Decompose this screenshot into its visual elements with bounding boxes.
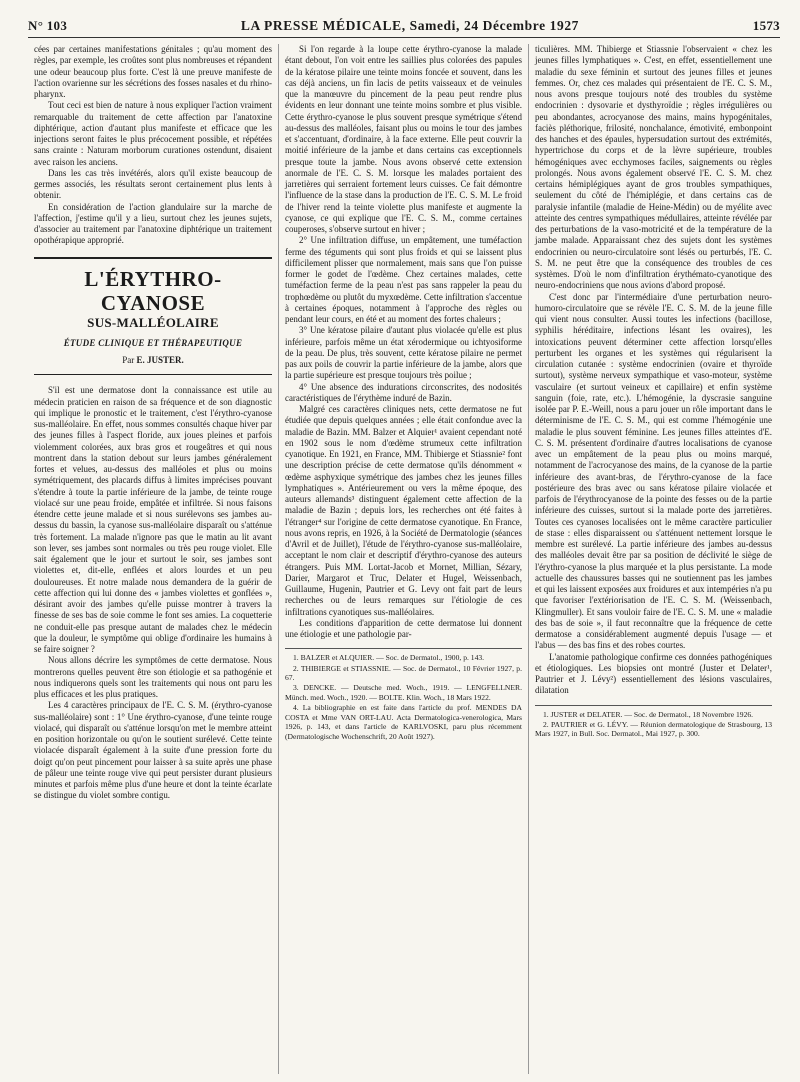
paragraph: Malgré ces caractères cliniques nets, cette dermatose ne fut étudiée que depuis quelques années ; elle était confondue avec la maladie de Bazin. MM. Balzer et Alquier¹ avaient cependant noté en 1902 sous le nom d'œdème strumeux cette infiltration cyanotique. En 1921, en France, MM. Thibierge et Stiassnie² font une description précise de cette dermatose qu'ils dénomment « œdème asphyxique symétrique des jambes chez les jeunes filles lymphatiques ». Antérieurement ou vers la même époque, des auteurs allemands³ distinguent également cette affection de la maladie de Bazin ; depuis lors, les recherches ont été faites à l'étranger⁴ sur l'origine de cette dermatose cyanotique. En France, nous avons repris, en 1926, à la Société de Dermatologie (séances d'Avril et de Juillet), l'étude de l'érythro-cyanose sus-malléolaire, acceptant le nom clair et descriptif d'érythro-cyanose des auteurs étrangers. Puis MM. Lortat-Jacob et Mornet, Millian, Sézary, Darier, Margarot et Truc, Delater et Hugel, Weissenbach, Guillaume, Hugenin, Pautrier et G. Levy ont fait part de leurs recherches ou de leurs remarques sur l'étiologie de ces infiltrations cyanotiques sus-malléolaires.: [285, 404, 522, 617]
footnote: 1. JUSTER et DELATER. — Soc. de Dermatol., 18 Novembre 1926.: [543, 709, 754, 719]
footnote: 2. THIBIERGE et STIASSNIE. — Soc. de Dermatol., 10 Février 1927, p. 67.: [285, 663, 522, 683]
footnotes: [285, 648, 522, 741]
byline-prefix: Par: [122, 355, 135, 365]
paragraph: L'anatomie pathologique confirme ces données pathogéniques et étiologiques. Les biopsies ont montré (Juster et Delater¹, Pautrier et J. Lévy²) essentiellement des lésions vasculaires, dilatation: [535, 651, 772, 696]
journal-title: LA PRESSE MÉDICALE, Samedi, 24 Décembre 1927: [240, 18, 580, 33]
paragraph: Les 4 caractères principaux de l'E. C. S. M. (érythro-cyanose sus-malléolaire) sont : 1° Une érythro-cyanose, d'une teinte rouge violacé, qui disparaît ou s'atténue lorsqu'on met le membre atteint en position horizontale ou qu'on le soutient surélevé. Cette teinte violacée disparaît également à la suite d'une pression forte du doigt qu'on peut pincement pour laisser à sa suite après une phase de pâleur une teinte rouge vive qui peut persister durant plusieurs minutes et parfois même plus d'une heure et dont la teinte écarlate se distingue du violet sombre contigu.: [34, 700, 272, 801]
paragraph: Tout ceci est bien de nature à nous expliquer l'action vraiment remarquable du traitement de cette affection par l'anatoxine diphtérique, action d'autant plus manifeste et efficace que les injections seront faites le plus précocement possible, et répétées sans crainte : Naturam morborum curationes ostendunt, disaient avec raison les anciens.: [34, 100, 272, 167]
footnote: 2. PAUTRIER et G. LÉVY. — Réunion dermatologique de Strasbourg, 13 Mars 1927, in Bull. Soc. Dermatol., Mai 1927, p. 300.: [535, 719, 772, 739]
paragraph: Si l'on regarde à la loupe cette érythro-cyanose la malade étant debout, l'on voit entre les saillies plus colorées des papules de la kératose pilaire une teinte moins foncée et souvent, dans les cas déjà anciens, un fin lacis de petits vaisseaux et de veinules que la manœuvre du pincement de la peau peut rendre plus évidents en leur donnant une teinte moins sombre et plus visible. Cette érythro-cyanose le plus souvent presque symétrique s'étend au-dessus des malléoles, faisant plus ou moins le tour des jambes et s'accentuant, d'ordinaire, à la face externe. Elle peut couvrir la moitié inférieure de la jambe et dans certains cas exceptionnels presque toute la jambe. Nous avons observé cette extension anormale de l'E. C. S. M. lorsque les malades portaient des jarretières qui serraient fortement leurs cuisses. Ce fait démontre l'influence de la stase dans la production de l'E. C. S. M. Le froid de l'hiver rend la teinte violette plus manifeste et augmente la cyanose, ce qui explique que l'E. C. S. M., comme certaines couperoses, s'observe surtout en hiver ;: [285, 44, 522, 234]
footnote: 3. DENCKE. — Deutsche med. Woch., 1919. — LENGFELLNER. Münch. med. Woch., 1920. — BOLTE. Klin. Woch., 18 Mars 1922.: [285, 683, 522, 702]
column-1: [28, 44, 278, 1074]
footnote: 4. La bibliographie en est faite dans l'article du prof. MENDES DA COSTA et Mme VAN ORT-LAU. Acta Dermatologica-venerologica, Mars 1926, p. 143, et dans l'article de KARLVOSKI, paru plus récemment (Dermatologische Wochenschrift, 20 Août 1927).: [285, 703, 522, 741]
text-columns: [28, 44, 780, 1074]
article-title: L'ÉRYTHRO-CYANOSE: [84, 266, 222, 315]
paragraph: Dans les cas très invétérés, alors qu'il existe beaucoup de germes associés, les résultats seront certainement plus lents à obtenir.: [34, 167, 272, 201]
page-header: [28, 18, 780, 38]
article-heading: [34, 257, 272, 376]
paragraph: 2° Une infiltration diffuse, un empâtement, une tuméfaction ferme des téguments qui sont plus froids et qui se laissent plus difficilement plisser que normalement, mais sans que l'on puisse former le godet de l'œdème. Chez certaines malades, cette tuméfaction ferme de la peau n'est pas sans rappeler la peau du trophœdème ou plutôt du myxœdème. Cette infiltration s'accentue à certaines époques, notamment à l'approche des règles ou pendant leur cours, en été et au moment des fortes chaleurs ;: [285, 235, 522, 324]
paragraph: S'il est une dermatose dont la connaissance est utile au médecin praticien en raison de sa fréquence et de son diagnostic qui implique le pronostic et le traitement, c'est l'érythro-cyanose sus-malléolaire. En effet, nous sommes consultés chaque hiver par des jeunes filles à l'aspect floride, aux joues pleines et parfois violemment colorées, aux bras gros et rougeâtres et qui nous montrent dans la station debout sur leurs jambes généralement fortes et velues, au-dessus des malléoles et plus ou moins symétriquement, des placards diffus à limites imprécises pouvant s'étendre à toute la partie inférieure de la jambe, de teinte rouge violacé sur une peau froide, empâtée et infiltrée. Si nous faisons étendre cette jeune malade et si nous surélevons ses jambes au-dessus du bassin, la cyanose sus-malléolaire disparaît ou s'atténue très fortement. La malade n'ignore pas que le matin au lit avant son lever, ses jambes sont normales ou très peu rouge violet. Elle sait également que le jour et surtout le soir, ses jambes sont violettes et, dit-elle, enflées et alors lourdes et un peu douloureuses. Et notre malade nous demandera de la guérir de cette affection qui lui donne des « jambes violettes et gonflées », désirant avoir des jambes qu'elle puisse montrer à travers la finesse de ses bas de soie comme le font ses amies. La coquetterie ne conduit-elle pas presque autant de malades chez le médecin que la douleur, le symptôme qui oblige d'ordinaire les humains à se faire soigner ?: [34, 385, 272, 654]
paragraph: C'est donc par l'intermédiaire d'une perturbation neuro-humoro-circulatoire que se révèle l'E. C. S. M. de la jeune fille qui vient nous consulter. Aussi toutes les infections (bacillose, syphilis héréditaire, infections lésant les ovaires), les intoxications peuvent déterminer cette affection lorsqu'elles perturbent les organes et les systèmes qui régularisent la circulation cutanée : système endocrinien (ovaire et thyroïde surtout), système nerveux sympathique et vaso-moteur, système vasculaire (et surtout veineux et capillaire) et enfin système sanguin (foie, rate, etc.). L'hémogénie, la dyscrasie sanguine isolée par P. E.-Weill, nous a paru jouer un rôle important dans le déterminisme de l'E. C. S. M., qui est comme l'hémogénie une maladie le plus souvent féminine. Les jeunes filles atteintes d'E. C. S. M. présentent d'ordinaire d'autres localisations de cyanose avec un empâtement de la peau plus ou moins marqué, notamment de l'acrocyanose des mains, de la cyanose de la partie inférieure des avant-bras, de l'érythro-cyanose de la face postérieure des bras avec ou sans kératose pilaire violacée et parfois de l'érythrocyanose de la pointe des fesses ou de la partie inférieure des cuisses, surtout si la malade porte des jarretières. Toutes ces cyanoses localisées ont le même caractère particulier de stase : elles disparaissent ou s'atténuent nettement lorsque le membre est surélevé. La partie inférieure des jambes au-dessus des malléoles devait être par sa position de déclivité le siège de l'érythro-cyanose la plus marquée et la plus persistante. La mode actuelle des chaussures basses qui ne soutiennent pas les jambes et qui les laissent exposées aux froidures et aux intempéries n'a pu que favoriser l'extériorisation de l'E. C. S. M. (Weissenbach, Klingmuller). Et sans vouloir faire de l'E. C. S. M. une « maladie des bas de soie », il faut reconnaître que la fréquence de cette dermatose a considérablement augmenté depuis l'usage — et l'abus — des bas fins et des robes courtes.: [535, 291, 772, 651]
paragraph: ticulières. MM. Thibierge et Stiassnie l'observaient « chez les jeunes filles lymphatiques ». C'est, en effet, essentiellement une maladie du sexe féminin et surtout des jeunes filles et jeunes femmes. Or, chez ces malades qui présentaient de l'E. C. S. M., nous avons presque toujours noté des troubles du système endocrinien : dysovarie et dysthyroïdie ; règles irrégulières ou peu abondantes, acrocyanose des mains, mains hypogénitales, faciès pléthorique, frilosité, nonchalance, émotivité, embonpoint des hanches et des épaules, hypersudation surtout des extrémités, hypertrichose du corps et de la lèvre supérieure, troubles hémogéniques avec ecchymoses faciles, saignements ou règles prolongés. Nous avons également observé l'E. C. S. M. chez certains hémiplégiques ayant de gros troubles sympathiques, seulement du côté de l'hémiplégie, et dans certains cas de paralysie infantile (maladie de Heine-Médin) ou de myélite avec atteinte des centres sympathiques médullaires, atteinte révélée par des perturbations de la vaso-motricité et de la température de la jambe malade. Apparaissant chez des sujets dont les systèmes endocrinien ou neuro-circulatoire sont lésés ou perturbés, l'E. C. S. M. ne peut être que la conséquence des troubles de ces systèmes. D'où le nom d'infiltration érythémato-cyanotique des neuro-endocriniens que nous avions d'abord proposé.: [535, 44, 772, 291]
article-subtitle: SUS-MALLÉOLAIRE: [87, 314, 219, 330]
paragraph: En considération de l'action glandulaire sur la marche de l'affection, j'estime qu'il y a lieu, surtout chez les jeunes sujets, d'associer au traitement par l'anatoxine diphtérique un traitement opothérapique approprié.: [34, 201, 272, 246]
article-kicker: ÉTUDE CLINIQUE ET THÉRAPEUTIQUE: [63, 337, 243, 348]
paragraph: Nous allons décrire les symptômes de cette dermatose. Nous montrerons quelles peuvent être son étiologie et sa pathogénie et nous indiquerons quels sont les traitements qui nous ont paru les plus efficaces et les plus pratiques.: [34, 655, 272, 699]
author-name: E. JUSTER.: [136, 355, 184, 365]
footnote: 1. BALZER et ALQUIER. — Soc. de Dermatol., 1900, p. 143.: [293, 653, 485, 663]
page-number: 1573: [752, 18, 780, 33]
issue-number: N° 103: [28, 18, 68, 33]
footnotes: [535, 705, 772, 739]
column-3: [528, 44, 778, 1074]
paragraph: Les conditions d'apparition de cette dermatose lui donnent une étiologie et une pathologie par-: [285, 617, 522, 639]
article-byline: [34, 355, 272, 366]
paragraph: 3° Une kératose pilaire d'autant plus violacée qu'elle est plus inférieure, parfois même un état xérodermique ou ichtyosiforme de la peau. De plus, très souvent, cette kératose pilaire ne permet pas aux poils de couvrir la partie inférieure de la jambe, alors que la partie supérieure est presque toujours très poilue ;: [285, 325, 522, 381]
paragraph: 4° Une absence des indurations circonscrites, des nodosités caractéristiques de l'érythème induré de Bazin.: [285, 381, 522, 403]
column-2: [278, 44, 528, 1074]
paragraph: cées par certaines manifestations génitales ; qu'au moment des règles, par exemple, les croûtes sont plus nombreuses et répandent une odeur beaucoup plus forte. C'est là une preuve manifeste de l'action ovarienne sur les sécrétions des fosses nasales et du rhino-pharynx.: [34, 44, 272, 99]
